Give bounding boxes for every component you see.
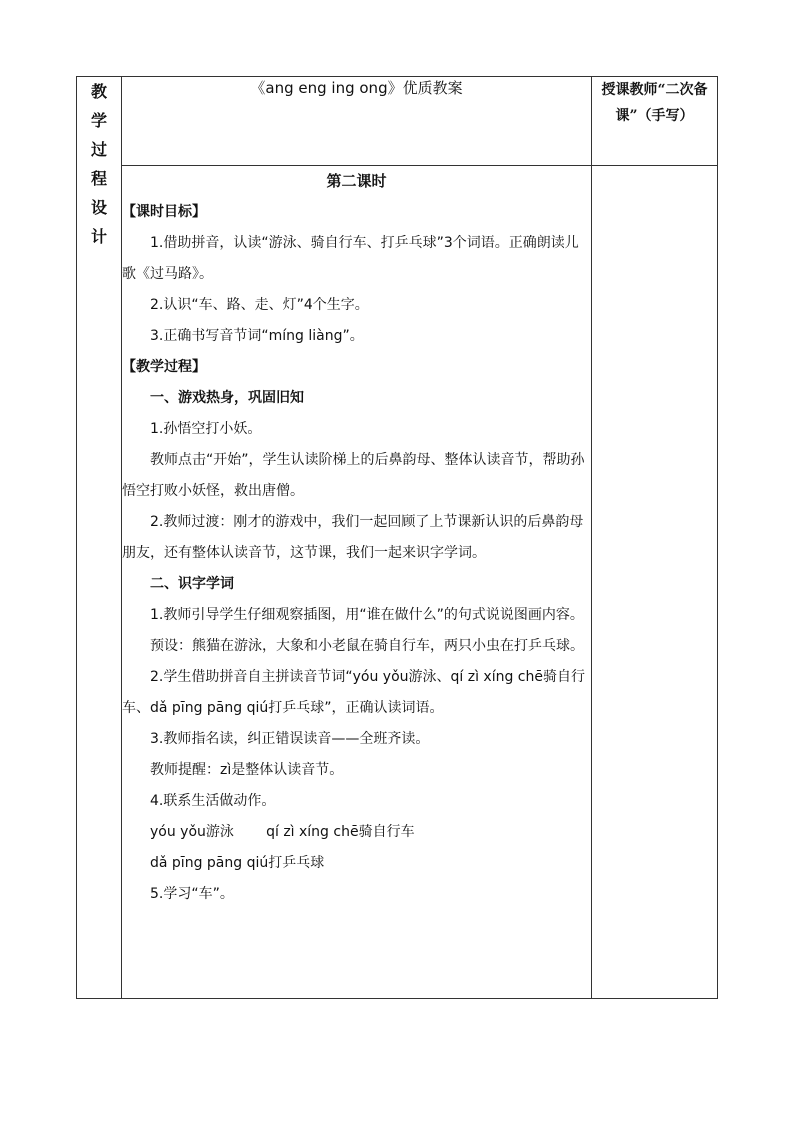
teacher-note-header: 授课教师“二次备课”（手写） <box>592 77 718 166</box>
side-label-char: 设 <box>90 198 107 217</box>
side-label-cell <box>77 77 122 999</box>
section-title: 二、识字学词 <box>150 576 234 592</box>
process-header: 【教学过程】 <box>122 359 206 375</box>
process-paragraph: 3.教师指名读，纠正错误读音——全班齐读。 <box>150 731 430 747</box>
goals-header: 【课时目标】 <box>122 204 206 220</box>
goal-item: 3.正确书写音节词“míng liàng”。 <box>150 328 364 344</box>
teacher-note-area <box>592 166 718 999</box>
section-title: 一、游戏热身，巩固旧知 <box>150 390 304 406</box>
side-label-char: 教 <box>90 82 107 101</box>
practice-word: yóu yǒu游泳 <box>150 824 234 840</box>
process-paragraph: 1.教师引导学生仔细观察插图，用“谁在做什么”的句式说说图画内容。 <box>150 607 584 623</box>
practice-word: dǎ pīng pāng qiú打乒乓球 <box>150 855 325 871</box>
process-paragraph: 教师提醒：zì是整体认读音节。 <box>150 762 344 778</box>
practice-words-line <box>122 817 591 848</box>
lesson-content <box>122 166 592 999</box>
document-title: 《ang eng ing ong》优质教案 <box>122 77 592 166</box>
goal-item: 1.借助拼音，认读“游泳、骑自行车、打乒乓球”3个词语。正确朗读儿歌《过马路》。 <box>122 235 579 282</box>
goal-item: 2.认识“车、路、走、灯”4个生字。 <box>150 297 369 313</box>
lesson-heading: 第二课时 <box>326 172 387 190</box>
side-label-char: 学 <box>90 111 107 130</box>
lesson-plan-table <box>76 76 718 999</box>
practice-word: qí zì xíng chē骑自行车 <box>266 824 415 840</box>
process-paragraph: 预设：熊猫在游泳，大象和小老鼠在骑自行车，两只小虫在打乒乓球。 <box>150 638 584 654</box>
side-label-char: 计 <box>90 227 107 246</box>
process-paragraph: 2.教师过渡：刚才的游戏中，我们一起回顾了上节课新认识的后鼻韵母朋友，还有整体认读音节，这节课，我们一起来识字学词。 <box>122 514 584 561</box>
process-paragraph: 2.学生借助拼音自主拼读音节词“yóu yǒu游泳、qí zì xíng chē骑自行车、dǎ pīng pāng qiú打乒乓球”，正确认读词语。 <box>122 669 585 716</box>
process-paragraph: 教师点击“开始”，学生认读阶梯上的后鼻韵母、整体认读音节，帮助孙悟空打败小妖怪，救出唐僧。 <box>122 452 585 499</box>
process-paragraph: 1.孙悟空打小妖。 <box>150 421 262 437</box>
process-paragraph: 4.联系生活做动作。 <box>150 793 276 809</box>
process-paragraph: 5.学习“车”。 <box>150 886 234 902</box>
side-label-char: 程 <box>90 169 107 188</box>
side-label-char: 过 <box>90 140 107 159</box>
